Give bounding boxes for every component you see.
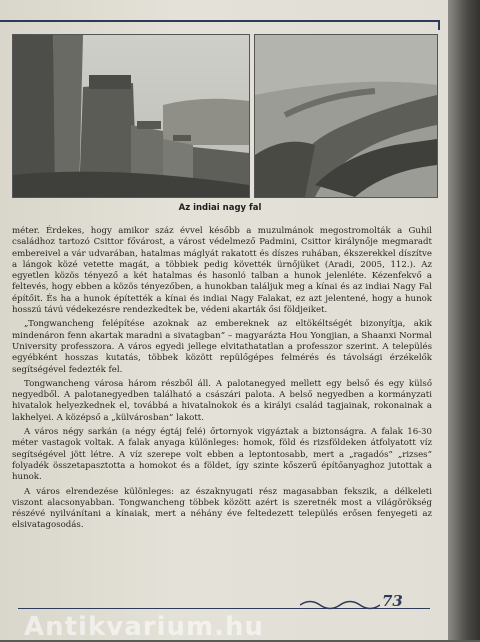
bottom-rule <box>18 608 430 609</box>
paragraph: A város elrendezése különleges: az északnyugati rész magasabban fekszik, a délkeleti viszont alacsonyabban. Tongwancheng többek között azért is szeretnék most a világörökség részévé nyilvánítani a kínaiak, mert a néhány éve feltedezett település erősen fenyegeti az elsivatagosodás. <box>12 486 432 531</box>
photo-wall-towers <box>12 34 250 198</box>
watermark: Antikvarium.hu <box>24 612 264 642</box>
page-edge-shadow <box>448 0 480 640</box>
figure-caption: Az indiai nagy fal <box>178 203 262 213</box>
top-rule-corner <box>438 20 440 30</box>
paragraph: „Tongwancheng felépítése azoknak az embereknek az eltökéltségét bizonyítja, akik mindenáron fenn akartak maradni a sivatagban” – magyarázta Hou Yongjian, a Shaanxi Normal University professzora. A város egyedi jellege elvitathatatlan a professzor szerint. A település egyébként hosszas kutatás, többek között repülőgépes felmérés és távolsági érzékelők segítségével fedezték fel. <box>12 319 432 375</box>
paragraph: Tongwancheng városa három részből áll. A palotanegyed mellett egy belső és egy külső negyedből. A palotanegyedben található a császári palota. A belső negyedben a kormányzati hivatalok helyezkednek el, továbbá a hivatalnokok és a királyi család tagjainak, rokonainak a lakhelyei. A középső a „külvárosban” lakott. <box>12 378 432 423</box>
top-rule <box>0 20 440 22</box>
page-number: 73 <box>382 592 403 610</box>
paragraph: méter. Érdekes, hogy amikor száz évvel később a muzulmánok megostromolták a Guhil családhoz tartozó Csittor fővárost, a várost védelmező Padmini, Csittor királynője megmaradt embereivel a vár udvarában, hatalmas máglyát rakatott és díszes ruhában, ékszerekkel díszítve a lángok közé vetette magát, a többiek pedig követték ürnőjüket (Aradi, 2005, 112.). Az egyetlen közös tényező a két hatalmas és hasonló talban a hunok jelenléte. Kézenfekvő a feltevés, hogy ebben a közös tényezőben, a hunokban találjuk meg a kínai és az indiai Nagy Fal építőit. És ha a hunok építették a kínai és indiai Nagy Falakat, ez azt jelentené, hogy a hunok hosszú távú védekezésre rendezkedtek be, védeni akarták ősi földjeiket. <box>12 226 432 316</box>
body-text <box>12 226 432 532</box>
photo-wall-aerial <box>254 34 438 198</box>
paragraph: A város négy sarkán (a négy égtáj felé) őrtornyok vigyáztak a biztonságra. A falak 16-30 méter vastagok voltak. A falak anyaga különleges: homok, föld és rizsföldeken átfolyatott víz segítségével jött létre. A víz szerepe volt ebben a leptontosabb, mert a „ragadós” „rizses” folyadék összetapasztotta a homokot és a földet, így szinte kőszerű építőanyaghoz jutottak a hunok. <box>12 427 432 483</box>
